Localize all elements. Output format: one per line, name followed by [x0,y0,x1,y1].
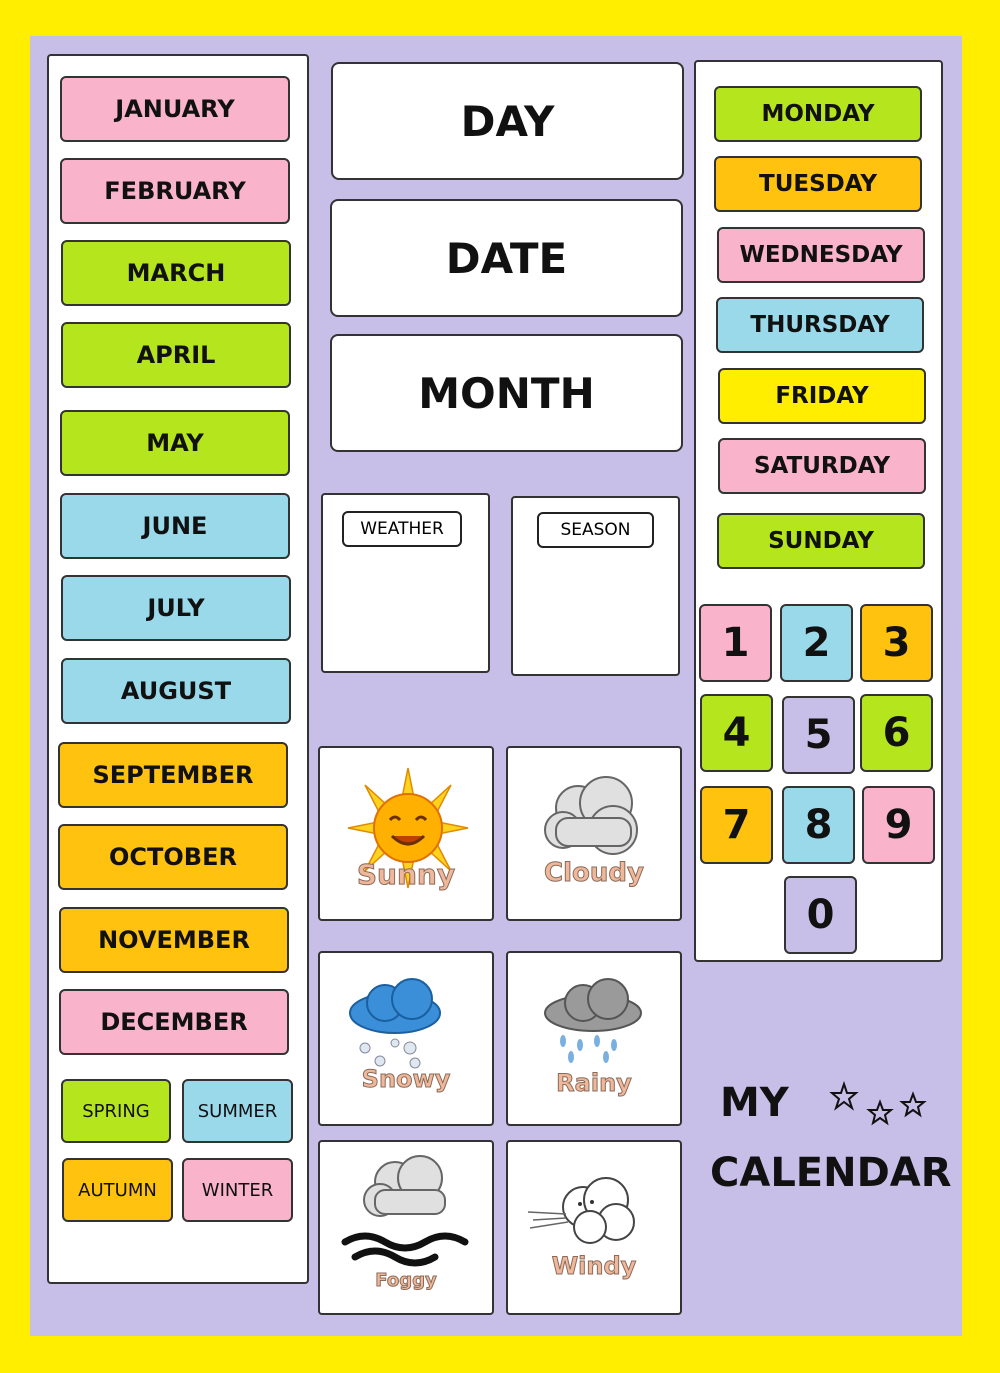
month-tile-september[interactable]: SEPTEMBER [58,742,288,808]
number-tile-9[interactable]: 9 [862,786,935,864]
number-tile-2[interactable]: 2 [780,604,853,682]
number-tile-4[interactable]: 4 [700,694,773,772]
weather-card-foggy[interactable] [318,1140,494,1315]
month-tile-may[interactable]: MAY [60,410,290,476]
weekday-tile-sunday[interactable]: SUNDAY [717,513,925,569]
month-tile-june[interactable]: JUNE [60,493,290,559]
weather-card-rainy[interactable] [506,951,682,1126]
cloudy-label: Cloudy [544,858,644,888]
month-tile-january[interactable]: JANUARY [60,76,290,142]
sun-icon [320,748,496,923]
title-line-my: MY [720,1080,789,1126]
weekday-tile-monday[interactable]: MONDAY [714,86,922,142]
date-drop-box[interactable]: DATE [330,199,683,317]
month-tile-february[interactable]: FEBRUARY [60,158,290,224]
month-tile-april[interactable]: APRIL [61,322,291,388]
title-line-calendar: CALENDAR [710,1150,952,1196]
number-tile-6[interactable]: 6 [860,694,933,772]
number-tile-7[interactable]: 7 [700,786,773,864]
weekday-tile-friday[interactable]: FRIDAY [718,368,926,424]
day-drop-box[interactable]: DAY [331,62,684,180]
number-tile-0[interactable]: 0 [784,876,857,954]
month-drop-box[interactable]: MONTH [330,334,683,452]
cloud-icon [508,748,684,923]
number-tile-3[interactable]: 3 [860,604,933,682]
season-tile-winter[interactable]: WINTER [182,1158,293,1222]
snow-cloud-icon [320,953,496,1128]
sunny-label: Sunny [356,858,456,891]
month-tile-august[interactable]: AUGUST [61,658,291,724]
weather-card-snowy[interactable] [318,951,494,1126]
season-label: SEASON [537,512,654,548]
rainy-label: Rainy [556,1069,632,1097]
wind-icon [508,1142,684,1317]
weather-card-cloudy[interactable] [506,746,682,921]
windy-label: Windy [551,1252,637,1280]
weather-label: WEATHER [342,511,462,547]
rain-cloud-icon [508,953,684,1128]
number-tile-8[interactable]: 8 [782,786,855,864]
number-tile-5[interactable]: 5 [782,696,855,774]
season-tile-autumn[interactable]: AUTUMN [62,1158,173,1222]
number-tile-1[interactable]: 1 [699,604,772,682]
month-tile-october[interactable]: OCTOBER [58,824,288,890]
snowy-label: Snowy [361,1065,451,1093]
season-tile-summer[interactable]: SUMMER [182,1079,293,1143]
stars-icon [825,1080,935,1140]
month-tile-november[interactable]: NOVEMBER [59,907,289,973]
month-tile-march[interactable]: MARCH [61,240,291,306]
weekday-tile-wednesday[interactable]: WEDNESDAY [717,227,925,283]
weekday-tile-thursday[interactable]: THURSDAY [716,297,924,353]
weather-card-sunny[interactable] [318,746,494,921]
weekday-tile-tuesday[interactable]: TUESDAY [714,156,922,212]
weekday-tile-saturday[interactable]: SATURDAY [718,438,926,494]
foggy-label: Foggy [375,1270,437,1291]
weather-card-windy[interactable] [506,1140,682,1315]
month-tile-july[interactable]: JULY [61,575,291,641]
season-tile-spring[interactable]: SPRING [61,1079,171,1143]
month-tile-december[interactable]: DECEMBER [59,989,289,1055]
